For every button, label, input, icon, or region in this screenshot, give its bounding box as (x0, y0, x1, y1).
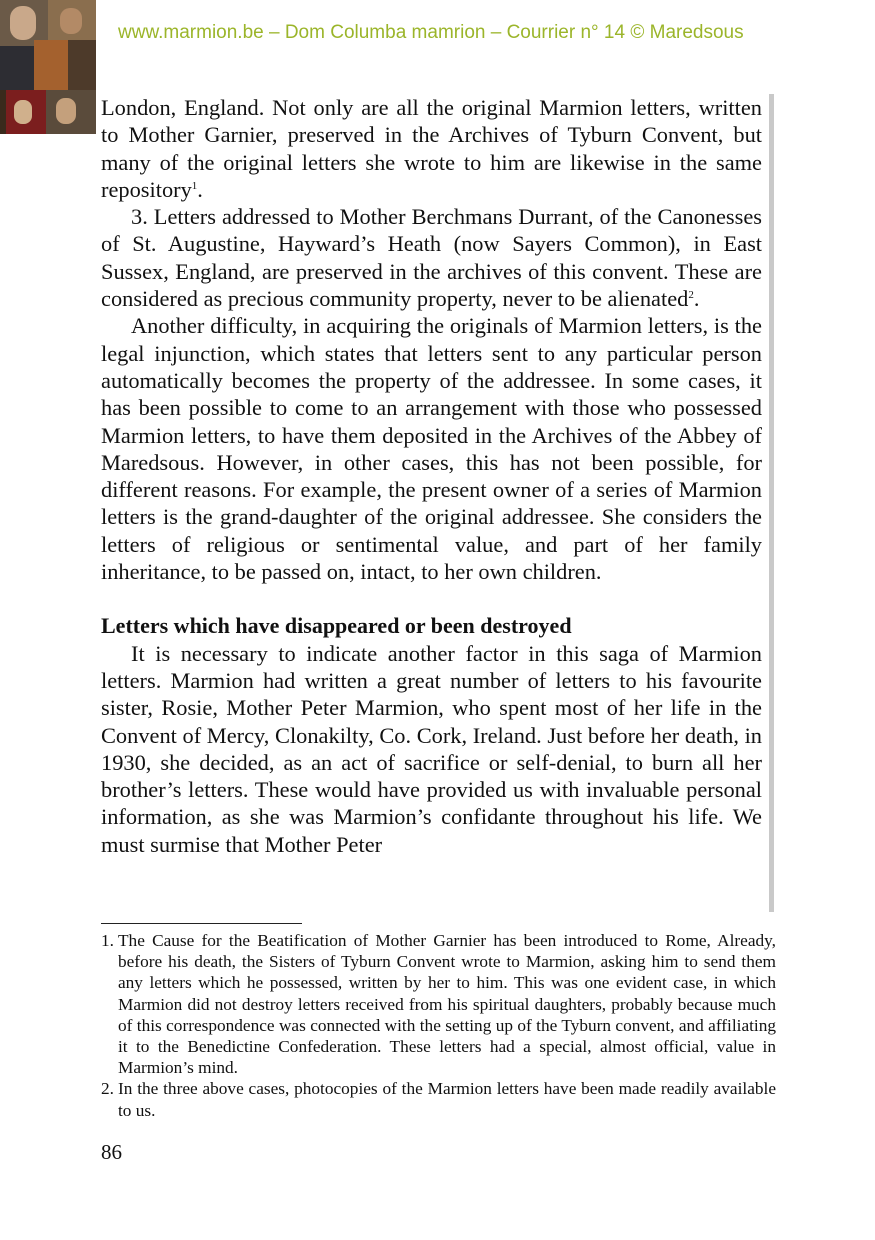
footnote-ref[interactable]: 2 (688, 289, 694, 302)
footnote-number: 1. (101, 931, 114, 950)
margin-rule (769, 94, 774, 912)
footnote (101, 930, 776, 1078)
body-text (101, 94, 762, 858)
paragraph: 3. Letters addressed to Mother Berchmans Durrant, of the Canonesses of St. Augustine, Hayward’s Heath (now Sayers Common), in East Sussex, England, are preserved in the archives of this convent. These are considered as precious community property, never to be alienated$^2$. (101, 204, 762, 312)
footnote-text: In the three above cases, photocopies of the Marmion letters have been made readily available to us. (118, 1079, 776, 1120)
header-url: www.marmion.be – Dom Columba mamrion – Courrier n° 14 © Maredsous (118, 22, 744, 43)
footnote (101, 1078, 776, 1120)
paragraph: Another difficulty, in acquiring the originals of Marmion letters, is the legal injunction, which states that letters sent to any particular person automatically becomes the property of the addressee. In some cases, it has been possible to come to an arrangement with those who possessed Marmion letters, to have them deposited in the Archives of the Abbey of Maredsous. However, in other cases, this has not been possible, for different reasons. For example, the present owner of a series of Marmion letters is the grand-daughter of the original addressee. She considers the letters of religious or sentimental value, and part of her family inheritance, to be passed on, intact, to her own children. (101, 313, 762, 585)
footnote-number: 2. (101, 1079, 114, 1099)
section-heading: Letters which have disappeared or been destroyed (101, 613, 572, 639)
footnote-text: The Cause for the Beatification of Mother Garnier has been introduced to Rome, Already, before his death, the Sisters of Tyburn Convent wrote to Marmion, asking him to send them any letters which he possessed, written by her to him. This was one evident case, in which Marmion did not destroy letters received from his spiritual daughters, probably because much of this correspondence was connected with the setting up of the Tyburn convent, and affiliating it to the Benedictine Confederation. These letters had a special, almost official, value in Marmion’s mind. (118, 931, 776, 1078)
portrait-collage-image (0, 0, 96, 134)
footnotes (101, 930, 776, 1121)
paragraph: It is necessary to indicate another factor in this saga of Marmion letters. Marmion had written a great number of letters to his favourite sister, Rosie, Mother Peter Marmion, who spent most of her life in the Convent of Mercy, Clonakilty, Co. Cork, Ireland. Just before her death, in 1930, she decided, as an act of sacrifice or self-denial, to burn all her brother’s letters. These would have provided us with invaluable personal information, as she was Marmion’s confidante throughout his life. We must surmise that Mother Peter (101, 640, 762, 857)
page-number: 86 (101, 1140, 122, 1164)
paragraph: London, England. Not only are all the original Marmion letters, written to Mother Garnier, preserved in the Archives of Tyburn Convent, but many of the original letters she wrote to him are likewise in the same repository$^1$. (101, 95, 762, 202)
footnote-ref[interactable]: 1 (191, 179, 198, 192)
footnote-separator (101, 923, 302, 924)
